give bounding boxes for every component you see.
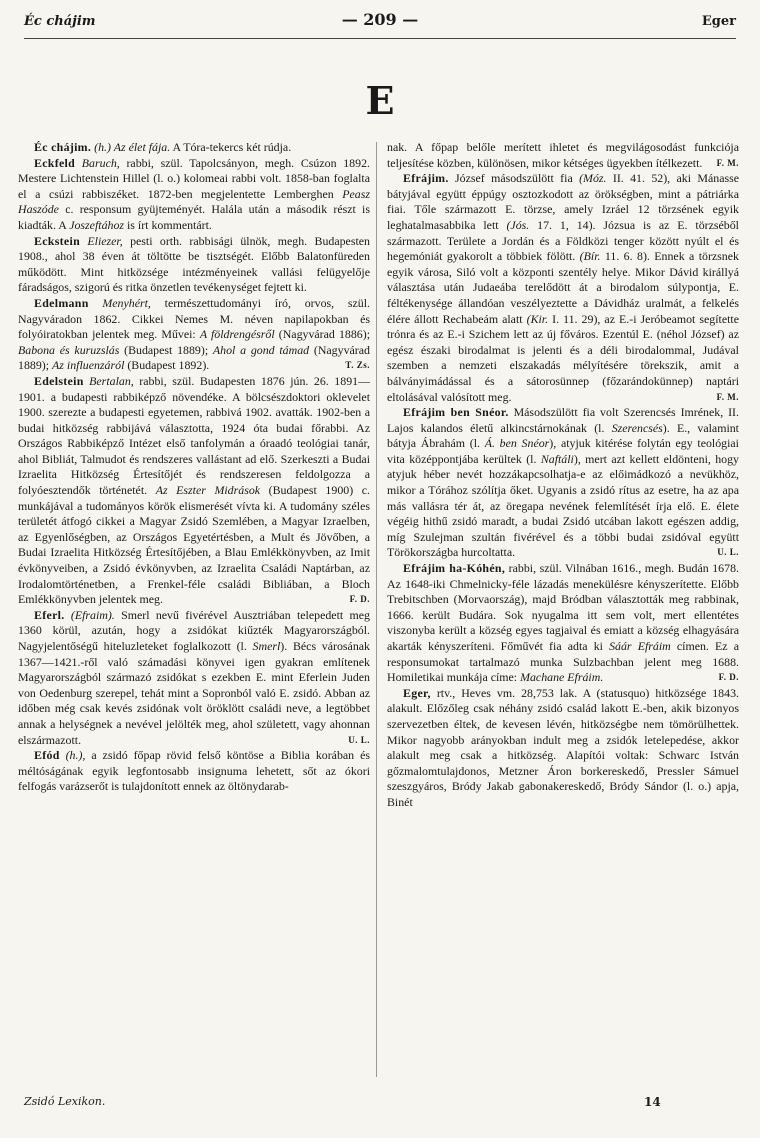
lexicon-entry <box>18 608 370 748</box>
lexicon-entry <box>387 686 739 811</box>
entry-text: címen. Ez a responsumokat tartalmazó munka Sulzbachban jelent meg 1688. Homiletikai munkája címe: <box>387 639 740 685</box>
lexicon-entry <box>18 234 370 296</box>
entry-text: rabbi, szül. Tapolcsányon, megh. Csúzon 1892. Mestere Lichtenstein Hillel (l. o.) kolomeai rabbi volt. 1858-ban foglalta el a csúzi rabbiszéket. 1872-ben megjelentette Lemberghen <box>18 155 370 201</box>
header-left-keyword: Éc chájim <box>24 14 96 29</box>
signature-mark: 14 <box>644 1095 661 1109</box>
entry-text: Másodszülött fia volt Szerencsés Imrének, II. Lajos kalandos életű alkincstárnokának (l. <box>387 405 739 435</box>
entry-text: c. responsum gyüjteményét. Halála után a második részt is kiadták. A <box>18 202 370 232</box>
header-rule <box>24 38 736 39</box>
entry-author-signature: F. M. <box>716 391 739 402</box>
entry-italic-text: (h.), <box>59 748 86 763</box>
column-divider <box>376 142 377 1077</box>
lexicon-entry <box>18 374 370 608</box>
entry-author-signature: F. D. <box>349 594 370 605</box>
entry-headword: Efód <box>34 748 60 763</box>
entry-italic-text: Á. ben Snéor <box>484 436 550 451</box>
entry-text: rtv., Heves vm. 28,753 lak. A (statusquo) hitközsége 1843. alakult. Előzőleg csak néhány zsidó család lakott E.-ben, akik bizonyos szervezetben éltek, de kevesen lévén, hitközségbe nem tömörülhettek. Mikor nagyobb arányokban indult meg a zsidók letelepedése, akkor alakult meg csak a hitközség. Alapítói voltak: Schwarc István gőzmalomtulajdonos, Metzner Áron borkereskedő, Pressler Sámuel szeszgyáros, Bródy Jakab gabonakereskedő, Bródy Sándor (l. o.) apja, Binét <box>387 685 739 809</box>
lexicon-entry <box>387 561 739 686</box>
entry-headword: Eckfeld <box>34 155 76 170</box>
lexicon-entry <box>18 140 370 156</box>
entry-italic-text: (Móz. <box>579 171 607 186</box>
entry-headword: Efrájim ben Snéor. <box>403 405 509 420</box>
entry-text: ). E., valamint bátyja Ábrahám (l. <box>387 420 739 451</box>
entry-text: is írt kommentárt. <box>124 217 212 232</box>
entry-italic-text: (Bír. <box>579 249 601 264</box>
entry-italic-text: Az influenzáról <box>52 358 125 373</box>
entry-italic-text: Menyhért, <box>88 295 151 310</box>
lexicon-entry <box>387 405 739 561</box>
lexicon-entry <box>18 748 370 795</box>
page-footer <box>24 1095 736 1115</box>
entry-text: II. 41. 52), aki Mánasse bátyjával együtt éppúgy osztozkodott az örökségben, mint a pátriárka fiai. Tőle származott E. törzse, amely Izráel 12 törzsének egyik leghatalmasabbika lett <box>387 171 739 232</box>
entry-headword: Efrájim. <box>403 171 449 186</box>
entry-italic-text: Naftáli <box>540 451 574 466</box>
entry-text: 11. 6. 8). Ennek a törzsnek egyik városa, Siló volt a központi szentély helye. Mikor Dávid királlyá választása után Judaeába terelődött át a birodalom súlypontja, E. féltékenysége állandóan veszélyeztette a Dávidház uralmát, a felkelés élére állott Rechabeám alatt <box>387 249 739 326</box>
entry-text: nak. A főpap belőle merített ihletet és megvilágosodást funkciója teljesítése közben, különösen, mikor kétséges ügyekben ítélkezett. <box>387 140 739 170</box>
entry-text: természettudományi író, orvos, szül. Nagyváradon 1862. Cikkei Nemes M. néven napilapokban és folyóiratokban jelentek meg. Művei: <box>18 295 370 342</box>
lexicon-entry <box>387 140 739 171</box>
entry-italic-text: Baruch, <box>75 155 120 170</box>
entry-text: (Budapest 1900) c. munkájával a tudományos körök elismerését vívta ki. A tudomány széles területét átfogó cikkei a Magyar Zsidó Szemlében, a Magyar Izraelben, az Egyenlőségben, az Országos Egyetértésben, a Mult és Jövőben, a Budai Izraelita Hitközség Értesítőjében, a Blau Emlékkönyvben, az Imit évkönyveiben, a Zsidó évkönyvben, az Izraelita Családi Naptárban, az Irodalomtörténetben, a Frenkel-féle családi Bibliában, a Bloch Emlékkönyvben jelentek meg. <box>18 483 370 607</box>
section-letter: E <box>365 78 395 123</box>
entry-italic-text: Joszeftához <box>69 217 125 232</box>
entry-author-signature: F. D. <box>718 672 739 683</box>
entry-italic-text: (Efraim). <box>64 607 115 622</box>
entry-author-signature: U. L. <box>717 547 739 558</box>
entry-italic-text: Sáár Efráim <box>609 639 671 653</box>
entry-text: 17. 1, 14). Józsua is az E. törzséből származott. Területe a Jordán és a Földközi tenger között nyúlt el és hegemóniát gyakorolt a többiek fölött. <box>387 217 739 264</box>
entry-text: József másodszülött fia <box>448 171 580 186</box>
entry-italic-text: A földrengésről <box>199 327 275 342</box>
entry-headword: Efrájim ha-Kóhén, <box>403 561 506 576</box>
entry-text: (Nagyvárad 1889); <box>18 342 370 373</box>
entry-italic-text: Szerencsés <box>611 420 663 435</box>
entry-italic-text: Ahol a gond támad <box>212 342 310 357</box>
footer-title: Zsidó Lexikon. <box>24 1095 106 1108</box>
lexicon-entry <box>387 171 739 405</box>
entry-headword: Eger, <box>403 685 431 700</box>
entry-italic-text: Babona és kuruzslás <box>18 342 120 357</box>
entry-headword: Éc chájim. <box>34 140 92 154</box>
entry-headword: Eferl. <box>34 607 65 622</box>
entry-text: (Nagyvárad 1886); <box>274 327 371 342</box>
entry-text: (Budapest 1892). <box>124 358 210 373</box>
left-column <box>18 140 370 795</box>
right-column <box>387 140 739 811</box>
header-right-keyword: Eger <box>701 14 736 29</box>
entry-italic-text: (Kir. <box>526 311 549 326</box>
lexicon-entry <box>18 296 370 374</box>
entry-italic-text: (Jós. <box>506 217 530 232</box>
entry-headword: Edelstein <box>34 373 84 388</box>
entry-text: ), mert azt kellett eldönteni, hogy atyjuk héber nevét hozzákapcsolhatja-e az előimádkozó a nevükhöz, mikor a Tórához szólítja őket. Ugyanis a zsidó rítus az esetre, ha az apa más vallásra tér át, az öregapa nevének felemlítését írja elő. E. élete végéig hithű zsidó maradt, a budai Zsidó utcában lakott egészen addig, míg Szulejman szultán fivérével és a többi budai zsidóval együtt Törökországba hurcoltatta. <box>387 451 739 560</box>
entry-headword: Edelmann <box>34 295 89 310</box>
entry-italic-text: (h.) Az élet fája. <box>91 140 171 154</box>
entry-text: A Tóra-tekercs két rúdja. <box>170 140 292 154</box>
entry-text: I. 11. 29), az E.-i Jeróbeamot segítette trónra és az E.-i Szichem lett az új főváros. Ezentúl E. (néhol József) az egész északi birodalmat is jelenti és a déli birodalommal, Judával szemben a nemzeti elszakadás mélyítésére törekszik, amit a bálványimádással és a sátorosünnep (főzarándokünnep) naptári eltolásával valósított meg. <box>387 311 739 404</box>
page-number: — 209 — <box>341 10 419 29</box>
entry-author-signature: F. M. <box>716 157 739 168</box>
entry-text: rabbi, szül. Vilnában 1616., megh. Budán 1678. Az 1648-iki Chmelnicky-féle lázadás menekülésre kényszerítette. Előbb Trebitschben (Morvaország), majd Bródban választották meg rabbinak, 1666. került Budára. Sok nyugalma itt sem volt, mert ellentétes viszonyba került a község egyes tagjaival és emiatt a község elhagyására akarták kényszeríteni. Főművét fia adta ki <box>387 561 739 653</box>
entry-italic-text: Az Eszter Midrások <box>155 483 261 498</box>
entry-text: Smerl nevű fivérével Ausztriában telepedett meg 1360 körül, azután, hogy a zsidókat kiűzték Magyarországból. Nagyjelentőségű hiteluzleteket foglalkozott (l. <box>18 607 370 653</box>
entry-text: a zsidó főpap rövid felső köntöse a Biblia korában és méltóságának egyik legfontosabb insignuma lehetett, sőt az ókori felfogás varázserőt is tulajdonított ennek az öltönydarab- <box>18 748 370 794</box>
entry-text: ). Bécs városának 1367—1421.-ről való számadási könyvei igen gyakran említenek Magyarországból származó zsidókat s ezekben E. mint Eferlein Juden von Oedenburg szerepel, tehát mint a Sopronból való E. zsidó. Abban az időben még csak kevés zsidónak volt öröklött családi neve, a legtöbbet annak a helységnek a nevével jelölték meg, ahol született, vagy ahonnan elszármazott. <box>18 639 370 747</box>
running-header <box>24 10 736 34</box>
entry-text: rabbi, szül. Budapesten 1876 jún. 26. 1891—1901. a budapesti rabbiképző növendéke. A bölcsészdoktori oklevelet 1900. szerezte a budapesti egyetemen, rabbivá 1902. avatták. 1902-ben a budai hitközség rabbijává választotta, 1924 óta budai főrabbi. Az Országos Rabbiképző Intézet első tanfolymán a óraadó teológiai tanár, ahol Bibliát, Talmudot és rendszeres vallástant ad elő. Szerkeszti a Budai Izraelita Hitközség Értesítőjét és rendszeresen feldolgozza a folyóesztendők történetét. <box>18 373 370 498</box>
entry-author-signature: U. L. <box>348 734 370 745</box>
entry-text: (Budapest 1889); <box>119 342 213 357</box>
entry-italic-text: Smerl <box>252 639 281 653</box>
entry-italic-text: Eliezer, <box>80 233 123 248</box>
entry-author-signature: T. Zs. <box>345 360 370 371</box>
entry-text: ), atyjuk kitérése folytán egy teológiai vita középpontjába kerültek (l. <box>387 436 739 466</box>
entry-italic-text: Machane Efráim. <box>520 670 604 685</box>
entry-headword: Eckstein <box>34 233 81 248</box>
lexicon-entry <box>18 156 370 234</box>
entry-italic-text: Peasz Haszóde <box>18 186 370 217</box>
entry-text: pesti orth. rabbisági ülnök, megh. Budapesten 1908., ahol 38 éven át töltötte be tisztségét. Előbb Balatonfüreden működött. Mint hitközsége intézményeinek vallási felügyelője fáradságos, szigorú és ritka önzetlen tevékenységet fejtett ki. <box>18 233 370 295</box>
entry-italic-text: Bertalan, <box>83 373 134 388</box>
